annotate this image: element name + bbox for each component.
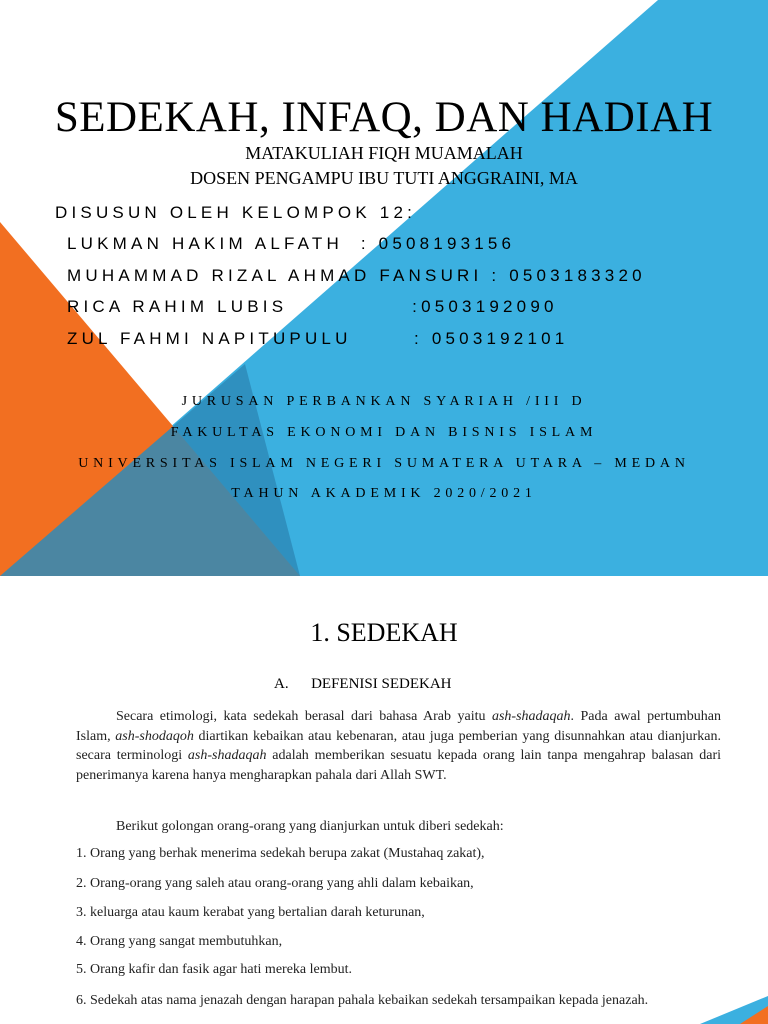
- faculty-line: FAKULTAS EKONOMI DAN BISNIS ISLAM: [170, 425, 598, 440]
- para-text: diartikan kebaikan atau kebenaran, atau juga pemberian yang disunnahkan atau dianjurkan. secara terminologi: [76, 728, 722, 764]
- course-subtitle: MATAKULIAH FIQH MUAMALAH: [245, 143, 523, 163]
- list-item: 6. Sedekah atas nama jenazah dengan harapan pahala kebaikan sedekah tersampaikan kepada jenazah.: [76, 993, 649, 1008]
- intro-paragraph: Berikut golongan orang-orang yang dianjurkan untuk diberi sedekah:: [116, 819, 504, 834]
- para-italic: ash-shadaqah: [187, 748, 267, 764]
- subsection-title: DEFENISI SEDEKAH: [311, 676, 452, 692]
- department-line: JURUSAN PERBANKAN SYARIAH /III D: [181, 394, 587, 409]
- slide-title: SEDEKAH, INFAQ, DAN HADIAH: [54, 94, 714, 141]
- group-label: DISUSUN OLEH KELOMPOK 12:: [55, 203, 417, 222]
- member-line: LUKMAN HAKIM ALFATH : 0508193156: [67, 234, 516, 253]
- list-item: 1. Orang yang berhak menerima sedekah berupa zakat (Mustahaq zakat),: [76, 846, 485, 861]
- corner-decoration: [700, 996, 768, 1024]
- section-heading: 1. SEDEKAH: [310, 618, 458, 647]
- list-item: 3. keluarga atau kaum kerabat yang bertalian darah keturunan,: [76, 905, 425, 920]
- subsection-letter: A.: [274, 676, 289, 692]
- definition-paragraph: [76, 707, 721, 786]
- lecturer-subtitle: DOSEN PENGAMPU IBU TUTI ANGGRAINI, MA: [190, 168, 578, 188]
- para-text: Secara etimologi, kata sedekah berasal dari bahasa Arab yaitu: [116, 709, 492, 724]
- para-text: adalah memberikan sesuatu kepada orang lain tanpa mengahrap balasan dari penerimanya karena hanya mengharapkan pahala dari Allah SWT.: [76, 748, 721, 784]
- academic-year-line: TAHUN AKADEMIK 2020/2021: [231, 486, 537, 501]
- list-item: 4. Orang yang sangat membutuhkan,: [76, 934, 283, 949]
- list-item: 5. Orang kafir dan fasik agar hati mereka lembut.: [76, 962, 353, 977]
- para-italic: ash-shodaqoh: [115, 728, 194, 744]
- subsection-heading: [274, 676, 452, 693]
- para-text: . Pada awal pertumbuhan Islam,: [76, 709, 722, 744]
- member-line: MUHAMMAD RIZAL AHMAD FANSURI : 0503183320: [67, 266, 646, 285]
- university-line: UNIVERSITAS ISLAM NEGERI SUMATERA UTARA – MEDAN: [78, 456, 690, 471]
- member-line: RICA RAHIM LUBIS :0503192090: [67, 297, 558, 316]
- para-italic: ash-shadaqah: [491, 709, 571, 724]
- list-item: 2. Orang-orang yang saleh atau orang-orang yang ahli dalam kebaikan,: [76, 876, 474, 891]
- member-line: ZUL FAHMI NAPITUPULU : 0503192101: [67, 329, 569, 348]
